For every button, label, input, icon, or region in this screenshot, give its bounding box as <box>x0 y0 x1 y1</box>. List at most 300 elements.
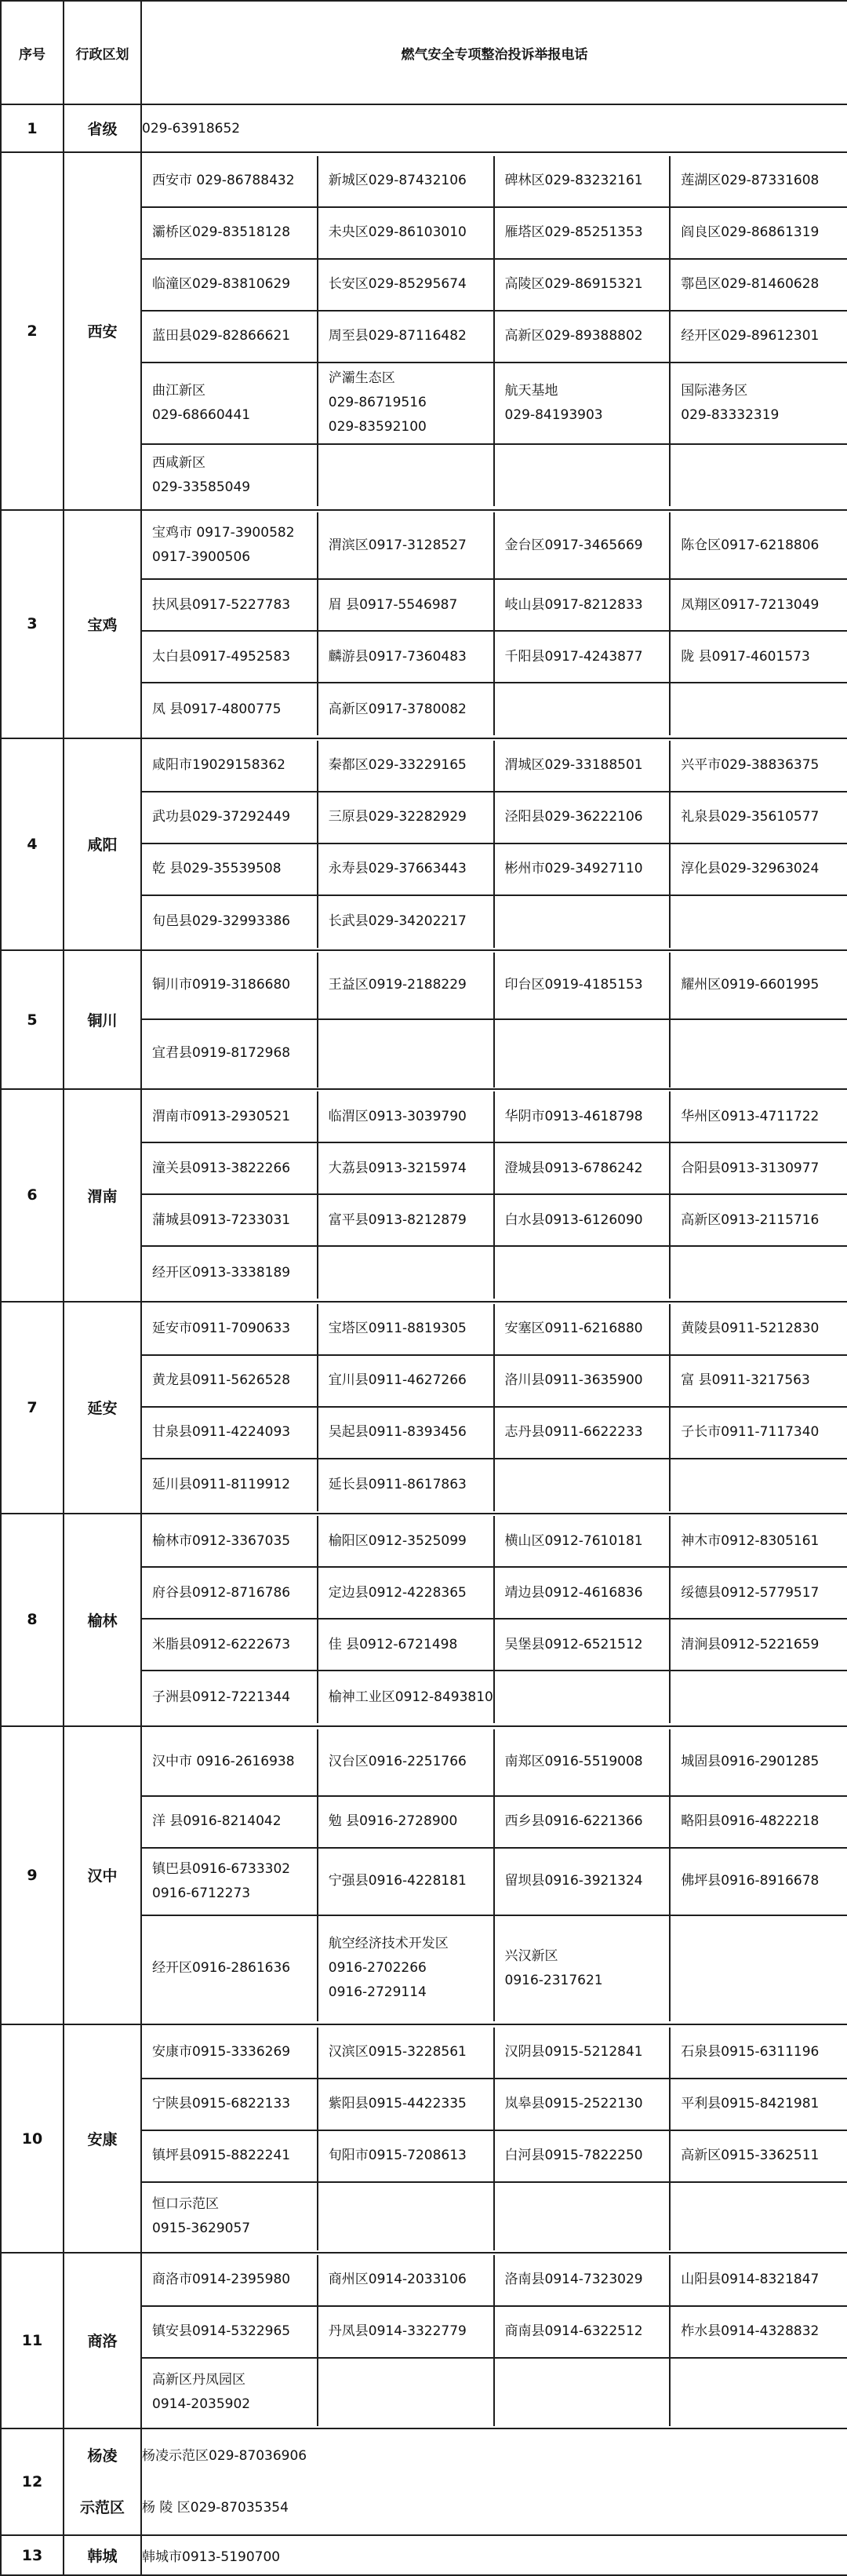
district-phone <box>495 2028 671 2079</box>
district-phone <box>495 1568 671 1620</box>
district-phone <box>495 1797 671 1849</box>
empty-cell <box>495 2359 671 2426</box>
phone-text: 扶风县0917-5227783 <box>152 596 291 613</box>
district-phone <box>142 2028 318 2079</box>
phone-text: 镇巴县0916-6733302 <box>152 1860 291 1877</box>
district-phone <box>142 632 318 683</box>
district-phone <box>142 2183 318 2250</box>
district-phone <box>142 1143 318 1195</box>
phone-grid <box>142 156 847 506</box>
region-name: 榆林 <box>64 1514 141 1726</box>
district-phone <box>318 896 495 948</box>
district-phone <box>671 844 847 896</box>
district-phone <box>318 1516 495 1568</box>
phone-text: 国际港务区 <box>681 382 748 399</box>
district-phone <box>318 312 495 363</box>
phone-text: 柞水县0914-4328832 <box>681 2323 820 2340</box>
row-num: 7 <box>1 1302 64 1514</box>
phone-grid <box>142 1304 847 1511</box>
region-name: 省级 <box>64 104 141 152</box>
district-phone <box>142 1729 318 1797</box>
district-phone <box>318 1459 495 1511</box>
district-phone <box>318 1304 495 1356</box>
row-num: 2 <box>1 152 64 510</box>
district-phone <box>142 2131 318 2183</box>
district-phone <box>142 1247 318 1299</box>
table-row-city <box>1 1089 847 1302</box>
phone-text: 略阳县0916-4822218 <box>681 1813 820 1830</box>
phone-grid-cell <box>141 1302 847 1514</box>
phone-text: 平利县0915-8421981 <box>681 2096 820 2112</box>
district-phone <box>142 1459 318 1511</box>
phone-text: 宝塔区0911-8819305 <box>328 1321 467 1337</box>
district-phone <box>142 1020 318 1088</box>
phone-text: 千阳县0917-4243877 <box>504 648 643 665</box>
phone-text: 乾 县029-35539508 <box>152 861 282 877</box>
phone-text: 潼关县0913-3822266 <box>152 1160 291 1176</box>
region-name: 宝鸡 <box>64 510 141 738</box>
phone-text: 泾阳县029-36222106 <box>504 809 643 825</box>
phone-text: 汉中市 0916-2616938 <box>152 1754 295 1770</box>
empty-cell <box>495 1247 671 1299</box>
empty-cell <box>495 683 671 735</box>
district-phone <box>142 1304 318 1356</box>
phone-text: 029-84193903 <box>504 406 603 423</box>
district-phone <box>671 1408 847 1459</box>
region-name: 韩城 <box>64 2535 141 2575</box>
region-name: 商洛 <box>64 2253 141 2428</box>
table-row-city <box>1 510 847 738</box>
district-phone <box>495 1916 671 2021</box>
phone-text: 王益区0919-2188229 <box>328 977 467 993</box>
phone-text: 西咸新区 <box>152 454 205 471</box>
phone-text: 山阳县0914-8321847 <box>681 2272 820 2288</box>
district-phone <box>142 445 318 506</box>
phone-text: 渭滨区0917-3128527 <box>328 537 467 553</box>
district-phone <box>495 2131 671 2183</box>
phone-text: 洛川县0911-3635900 <box>504 1372 643 1389</box>
district-phone <box>318 1091 495 1143</box>
phone-text: 商南县0914-6322512 <box>504 2323 643 2340</box>
district-phone <box>142 1195 318 1247</box>
phone-text: 岐山县0917-8212833 <box>504 596 643 613</box>
district-phone <box>318 580 495 632</box>
district-phone <box>495 844 671 896</box>
district-phone <box>671 2028 847 2079</box>
district-phone <box>495 632 671 683</box>
region-name: 咸阳 <box>64 738 141 951</box>
empty-cell <box>318 2183 495 2250</box>
district-phone <box>495 312 671 363</box>
row-num: 11 <box>1 2253 64 2428</box>
phone-text: 蓝田县029-82866621 <box>152 328 291 344</box>
phone-text: 华阴市0913-4618798 <box>504 1108 643 1124</box>
table-header-row <box>1 1 847 104</box>
table-row-city <box>1 738 847 951</box>
phone-text: 延长县0911-8617863 <box>328 1477 467 1493</box>
district-phone <box>318 2079 495 2131</box>
district-phone <box>318 2131 495 2183</box>
phone-text: 南郑区0916-5519008 <box>504 1754 643 1770</box>
district-phone <box>318 260 495 312</box>
phone-text: 未央区029-86103010 <box>328 224 467 241</box>
table-row-city <box>1 2253 847 2428</box>
phone-text: 大荔县0913-3215974 <box>328 1160 467 1176</box>
district-phone <box>318 1849 495 1916</box>
phone-text: 旬邑县029-32993386 <box>152 913 291 930</box>
phone-text: 永寿县029-37663443 <box>328 861 467 877</box>
district-phone <box>671 156 847 208</box>
district-phone <box>318 156 495 208</box>
phone-grid-cell <box>141 510 847 738</box>
phone-grid <box>142 741 847 948</box>
empty-cell <box>671 683 847 735</box>
table-row-city <box>1 1514 847 1726</box>
phone-text: 定边县0912-4228365 <box>328 1584 467 1601</box>
district-phone <box>495 1516 671 1568</box>
phone-text: 0914-2035902 <box>152 2396 251 2412</box>
phone-text: 眉 县0917-5546987 <box>328 596 458 613</box>
table-row-yangling <box>1 2428 847 2535</box>
empty-cell <box>671 1020 847 1088</box>
phone-text: 太白县0917-4952583 <box>152 648 291 665</box>
phone-text: 商洛市0914-2395980 <box>152 2272 291 2288</box>
district-phone <box>318 1671 495 1723</box>
district-phone <box>318 2307 495 2359</box>
empty-cell <box>671 2359 847 2426</box>
district-phone <box>671 1568 847 1620</box>
phone-text: 高新区029-89388802 <box>504 328 643 344</box>
district-phone <box>671 312 847 363</box>
district-phone <box>671 2307 847 2359</box>
district-phone <box>318 1568 495 1620</box>
phone-text: 0915-3629057 <box>152 2220 251 2236</box>
phone-text: 碑林区029-83232161 <box>504 173 643 189</box>
empty-cell <box>318 445 495 506</box>
phone-text: 神木市0912-8305161 <box>681 1532 820 1549</box>
row-num: 4 <box>1 738 64 951</box>
row-num: 3 <box>1 510 64 738</box>
empty-cell <box>495 1020 671 1088</box>
phone-text: 留坝县0916-3921324 <box>504 1873 643 1889</box>
district-phone <box>671 1195 847 1247</box>
phone-text: 铜川市0919-3186680 <box>152 977 291 993</box>
district-phone <box>671 1304 847 1356</box>
district-phone <box>318 512 495 580</box>
district-phone <box>495 1143 671 1195</box>
phone-text: 岚皋县0915-2522130 <box>504 2096 643 2112</box>
district-phone <box>142 580 318 632</box>
district-phone <box>318 1408 495 1459</box>
phone-text: 029-83592100 <box>328 419 427 435</box>
district-phone <box>671 953 847 1020</box>
phone-grid-cell <box>141 1514 847 1726</box>
phone-text: 杨 陵 区029-87035354 <box>142 2499 289 2516</box>
empty-cell <box>671 1916 847 2021</box>
phone-grid <box>142 2028 847 2250</box>
empty-cell <box>495 445 671 506</box>
district-phone <box>671 1849 847 1916</box>
phone-text: 安康市0915-3336269 <box>152 2044 291 2060</box>
phone-grid-cell <box>141 152 847 510</box>
phone-text: 咸阳市19029158362 <box>152 757 285 774</box>
phone-text: 汉滨区0915-3228561 <box>328 2044 467 2060</box>
district-phone <box>495 1729 671 1797</box>
district-phone <box>142 1797 318 1849</box>
phone-text: 高新区丹凤园区 <box>152 2371 245 2388</box>
phone-text: 榆阳区0912-3525099 <box>328 1532 467 1549</box>
phone-text: 佛坪县0916-8916678 <box>681 1873 820 1889</box>
empty-cell <box>671 1671 847 1723</box>
district-phone <box>671 580 847 632</box>
district-phone <box>495 208 671 260</box>
district-phone <box>142 1849 318 1916</box>
row-num: 1 <box>1 104 64 152</box>
district-phone <box>142 2079 318 2131</box>
district-phone <box>671 632 847 683</box>
district-phone <box>671 363 847 445</box>
empty-cell <box>671 1459 847 1511</box>
phone-text: 高新区0917-3780082 <box>328 701 467 717</box>
phone-text: 志丹县0911-6622233 <box>504 1424 643 1441</box>
phone-grid <box>142 1729 847 2021</box>
phone-text: 白水县0913-6126090 <box>504 1211 643 1228</box>
phone-grid <box>142 1091 847 1299</box>
district-phone <box>495 580 671 632</box>
district-phone <box>142 2359 318 2426</box>
empty-cell <box>318 2359 495 2426</box>
phone-text: 陈仓区0917-6218806 <box>681 537 820 553</box>
phone-text: 0917-3900506 <box>152 549 251 566</box>
empty-cell <box>671 445 847 506</box>
phone-text: 兴汉新区 <box>504 1947 558 1964</box>
empty-cell <box>318 1020 495 1088</box>
phone-text: 礼泉县029-35610577 <box>681 809 820 825</box>
district-phone <box>142 1568 318 1620</box>
phone-text: 新城区029-87432106 <box>328 173 467 189</box>
district-phone <box>495 1356 671 1408</box>
district-phone <box>495 363 671 445</box>
phone-text: 洋 县0916-8214042 <box>152 1813 282 1830</box>
phone-text: 三原县029-32282929 <box>328 809 467 825</box>
phone-text: 佳 县0912-6721498 <box>328 1636 458 1652</box>
region-name-line: 杨凌 <box>87 2447 118 2465</box>
district-phone <box>495 1408 671 1459</box>
phone-text: 子长市0911-7117340 <box>681 1424 820 1441</box>
phone-text: 经开区0913-3338189 <box>152 1264 291 1281</box>
row-num: 5 <box>1 950 64 1089</box>
phone-text: 丹凤县0914-3322779 <box>328 2323 467 2340</box>
district-phone <box>142 1620 318 1671</box>
district-phone <box>142 512 318 580</box>
phone-text: 周至县029-87116482 <box>328 328 467 344</box>
district-phone <box>495 1849 671 1916</box>
district-phone <box>142 1356 318 1408</box>
phone-text: 富平县0913-8212879 <box>328 1211 467 1228</box>
phone-text: 武功县029-37292449 <box>152 809 291 825</box>
phone-grid <box>142 512 847 735</box>
phone-text: 西安市 029-86788432 <box>152 173 295 189</box>
phone-grid-cell <box>141 2253 847 2428</box>
district-phone <box>142 312 318 363</box>
header-phone: 燃气安全专项整治投诉举报电话 <box>141 1 847 104</box>
phone-grid-cell <box>141 738 847 951</box>
phone-text: 洛南县0914-7323029 <box>504 2272 643 2288</box>
phone-text: 莲湖区029-87331608 <box>681 173 820 189</box>
region-name: 汉中 <box>64 1726 141 2024</box>
district-phone <box>671 1797 847 1849</box>
district-phone <box>318 953 495 1020</box>
phone-text: 勉 县0916-2728900 <box>328 1813 458 1830</box>
region-name: 铜川 <box>64 950 141 1089</box>
row-num: 9 <box>1 1726 64 2024</box>
phone-text: 延安市0911-7090633 <box>152 1321 291 1337</box>
phone-text: 陇 县0917-4601573 <box>681 648 810 665</box>
phone-text: 临渭区0913-3039790 <box>328 1108 467 1124</box>
district-phone <box>495 1195 671 1247</box>
district-phone <box>142 683 318 735</box>
district-phone <box>318 2255 495 2307</box>
district-phone <box>318 1143 495 1195</box>
phone-text: 蒲城县0913-7233031 <box>152 1211 291 1228</box>
phone-text: 子洲县0912-7221344 <box>152 1689 291 1705</box>
header-region: 行政区划 <box>64 1 141 104</box>
phone-text: 029-86719516 <box>328 395 427 411</box>
district-phone <box>671 260 847 312</box>
phone-text: 宜君县0919-8172968 <box>152 1045 291 1062</box>
phone-cell: 029-63918652 <box>141 104 847 152</box>
district-phone <box>495 156 671 208</box>
phone-text: 029-33585049 <box>152 479 251 495</box>
district-phone <box>495 792 671 844</box>
phone-grid <box>142 2255 847 2426</box>
district-phone <box>318 1916 495 2021</box>
table-row-city <box>1 1302 847 1514</box>
phone-text: 临潼区029-83810629 <box>152 276 291 293</box>
district-phone <box>142 1671 318 1723</box>
district-phone <box>142 156 318 208</box>
table-row-city <box>1 2024 847 2253</box>
district-phone <box>318 1195 495 1247</box>
region-name: 安康 <box>64 2024 141 2253</box>
empty-cell <box>671 896 847 948</box>
phone-text: 宝鸡市 0917-3900582 <box>152 525 295 541</box>
phone-grid-cell <box>141 950 847 1089</box>
region-name: 渭南 <box>64 1089 141 1302</box>
district-phone <box>495 1304 671 1356</box>
phone-text: 延川县0911-8119912 <box>152 1477 291 1493</box>
phone-text: 0916-2702266 <box>328 1960 427 1977</box>
district-phone <box>318 363 495 445</box>
phone-text: 紫阳县0915-4422335 <box>328 2096 467 2112</box>
phone-text: 吴堡县0912-6521512 <box>504 1636 643 1652</box>
district-phone <box>495 1620 671 1671</box>
phone-cell <box>141 2428 847 2535</box>
district-phone <box>495 260 671 312</box>
district-phone <box>671 1091 847 1143</box>
phone-text: 雁塔区029-85251353 <box>504 224 643 241</box>
district-phone <box>495 953 671 1020</box>
district-phone <box>142 741 318 792</box>
phone-text: 镇安县0914-5322965 <box>152 2323 291 2340</box>
phone-text: 印台区0919-4185153 <box>504 977 643 993</box>
phone-grid <box>142 953 847 1088</box>
district-phone <box>671 2079 847 2131</box>
phone-text: 鄠邑区029-81460628 <box>681 276 820 293</box>
phone-text: 西乡县0916-6221366 <box>504 1813 643 1830</box>
phone-text: 清涧县0912-5221659 <box>681 1636 820 1652</box>
district-phone <box>671 2255 847 2307</box>
phone-text: 汉台区0916-2251766 <box>328 1754 467 1770</box>
phone-text: 渭城区029-33188501 <box>504 757 643 774</box>
table-row-city <box>1 950 847 1089</box>
phone-text: 宁陕县0915-6822133 <box>152 2096 291 2112</box>
district-phone <box>318 792 495 844</box>
district-phone <box>318 1729 495 1797</box>
district-phone <box>671 208 847 260</box>
phone-text: 029-83332319 <box>681 406 780 423</box>
phone-text: 高陵区029-86915321 <box>504 276 643 293</box>
phone-text: 宁强县0916-4228181 <box>328 1873 467 1889</box>
phone-text: 靖边县0912-4616836 <box>504 1584 643 1601</box>
header-num: 序号 <box>1 1 64 104</box>
district-phone <box>495 2307 671 2359</box>
phone-text: 长武县029-34202217 <box>328 913 467 930</box>
phone-text: 米脂县0912-6222673 <box>152 1636 291 1652</box>
district-phone <box>671 1143 847 1195</box>
phone-text: 高新区0915-3362511 <box>681 2148 820 2164</box>
empty-cell <box>495 1459 671 1511</box>
phone-text: 汉阴县0915-5212841 <box>504 2044 643 2060</box>
phone-text: 白河县0915-7822250 <box>504 2148 643 2164</box>
district-phone <box>142 208 318 260</box>
phone-text: 榆神工业区0912-8493810 <box>328 1689 493 1705</box>
district-phone <box>495 2079 671 2131</box>
district-phone <box>142 1916 318 2021</box>
district-phone <box>142 792 318 844</box>
region-name: 延安 <box>64 1302 141 1514</box>
district-phone <box>318 1797 495 1849</box>
phone-text: 恒口示范区 <box>152 2195 219 2212</box>
district-phone <box>318 844 495 896</box>
phone-text: 灞桥区029-83518128 <box>152 224 291 241</box>
district-phone <box>142 363 318 445</box>
district-phone <box>318 1356 495 1408</box>
phone-text: 横山区0912-7610181 <box>504 1532 643 1549</box>
phone-text: 0916-2317621 <box>504 1972 603 1988</box>
phone-text: 029-68660441 <box>152 406 251 423</box>
district-phone <box>142 953 318 1020</box>
phone-text: 安塞区0911-6216880 <box>504 1321 643 1337</box>
phone-text: 杨凌示范区029-87036906 <box>142 2447 307 2464</box>
row-num: 12 <box>1 2428 64 2535</box>
phone-text: 兴平市029-38836375 <box>681 757 820 774</box>
empty-cell <box>495 2183 671 2250</box>
phone-text: 长安区029-85295674 <box>328 276 467 293</box>
phone-text: 经开区0916-2861636 <box>152 1960 291 1977</box>
phone-text: 耀州区0919-6601995 <box>681 977 820 993</box>
table-row-city <box>1 1726 847 2024</box>
district-phone <box>318 2028 495 2079</box>
phone-text: 合阳县0913-3130977 <box>681 1160 820 1176</box>
phone-text: 0916-2729114 <box>328 1984 427 2001</box>
district-phone <box>671 1729 847 1797</box>
phone-text: 城固县0916-2901285 <box>681 1754 820 1770</box>
district-phone <box>671 1620 847 1671</box>
row-num: 8 <box>1 1514 64 1726</box>
phone-text: 阎良区029-86861319 <box>681 224 820 241</box>
phone-text: 金台区0917-3465669 <box>504 537 643 553</box>
